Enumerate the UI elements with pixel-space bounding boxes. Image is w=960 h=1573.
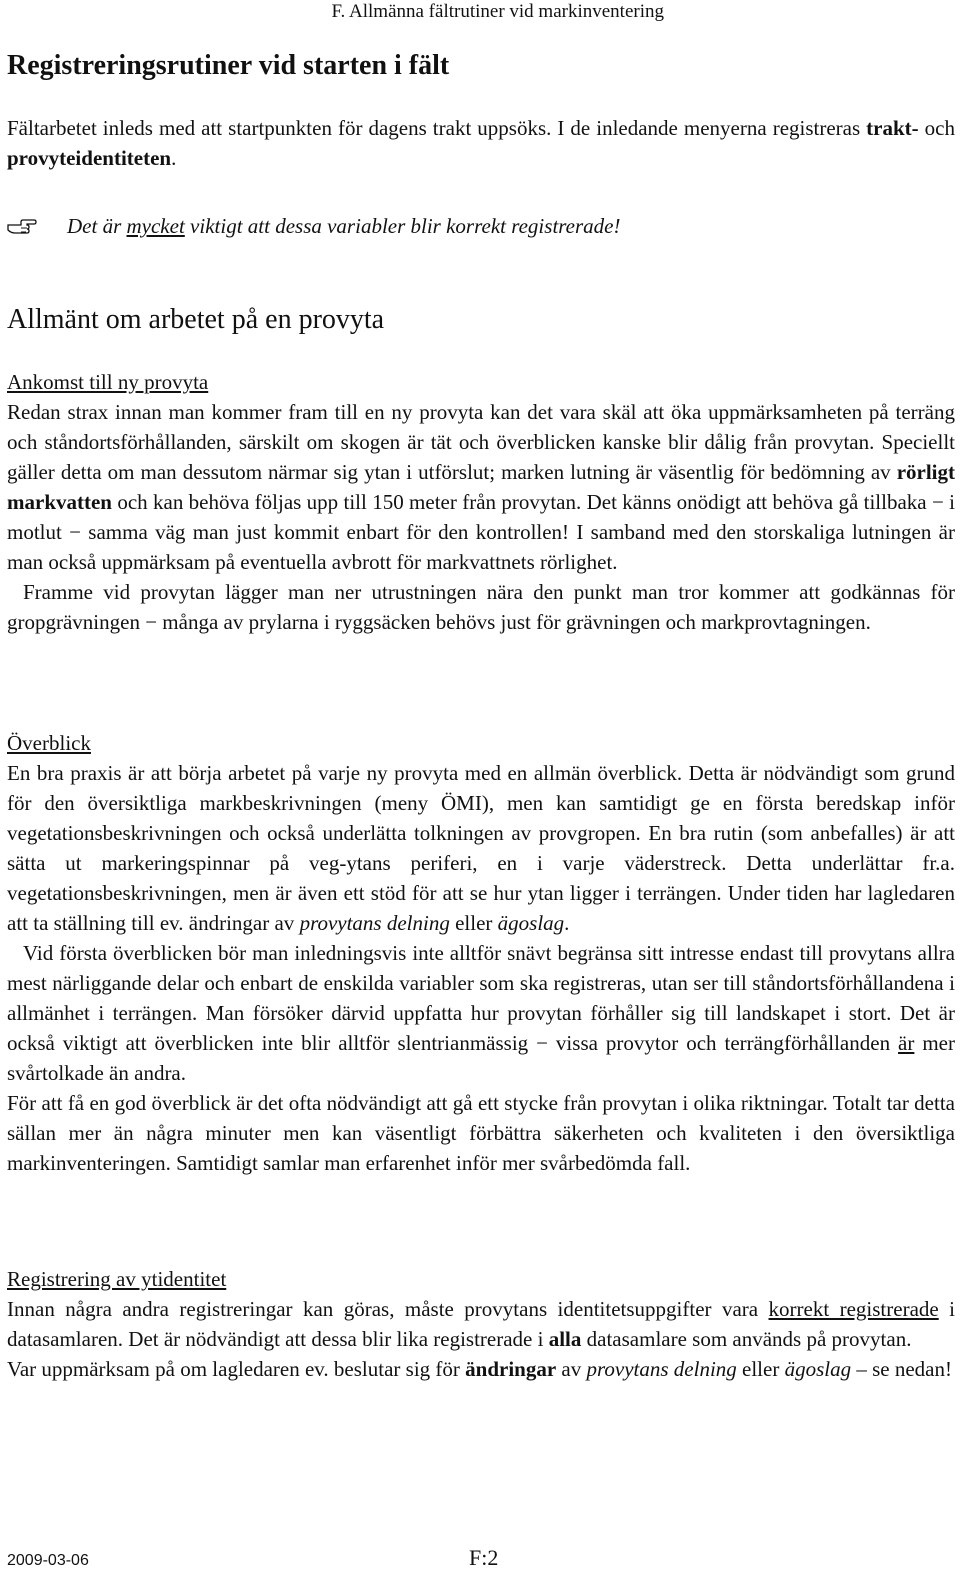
text-run: Det är xyxy=(67,214,127,238)
italic-term: ägoslag xyxy=(784,1357,852,1381)
text-run: Redan strax innan man kommer fram till en ny provyta kan det vara skäl att öka uppmärksamheten på terräng och ståndortsförhållanden, särskilt om skogen är tät och överblicken kanske blir dålig från provytan. Speciellt gäller detta om man dessutom närmar sig ytan i utförslut; marken lutning är väsentlig för bedömning av xyxy=(7,400,955,484)
subsection-overview xyxy=(7,728,955,1178)
subsection-heading-arrival: Ankomst till ny provyta xyxy=(7,370,209,394)
italic-term: provytans delning xyxy=(586,1357,737,1381)
text-run: och kan behöva följas upp till 150 meter från provytan. Det känns onödigt att behöva gå tillbaka − i motlut − samma väg man just kommit enbart för den kontrollen! I samband med den storskaliga lutningen är man också uppmärksam på eventuella avbrott för markvattnets rörlighet. xyxy=(7,490,955,574)
underlined-word: är xyxy=(898,1031,915,1055)
intro-paragraph xyxy=(7,113,955,173)
text-run: En bra praxis är att börja arbetet på varje ny provyta med en allmän överblick. Detta är nödvändigt som grund för den översiktliga markbeskrivningen (meny ÖMI), men kan samtidigt ge en första beredskap inför vegetationsbeskrivningen och också underlätta tolkningen av provgropen. En bra rutin (som anbefalles) är att sätta ut markeringspinnar på veg-ytans periferi, en i varje väderstreck. Detta underlättar fr.a. vegetationsbeskrivningen, men är även ett stöd för att se hur ytan ligger i terrängen. Under tiden har lagledaren att ta ställning till ev. ändringar av xyxy=(7,761,955,935)
note-text xyxy=(67,211,620,241)
overview-paragraph-2 xyxy=(7,938,955,1088)
section-title-registration: Registreringsrutiner vid starten i fält xyxy=(7,50,450,81)
text-run: mer svårtolkade än andra. xyxy=(7,1031,955,1085)
arrival-paragraph-2: Framme vid provytan lägger man ner utrustningen nära den punkt man tror kommer att godkännas för gropgrävningen − många av prylarna i ryggsäcken behövs just för grävningen och markprovtagningen. xyxy=(7,580,955,634)
bold-term: trakt- xyxy=(866,116,919,140)
bold-term: alla xyxy=(548,1327,582,1351)
bold-term: ändringar xyxy=(465,1357,557,1381)
text-run: – se nedan! xyxy=(851,1357,952,1381)
subsection-arrival xyxy=(7,367,955,637)
text-run: av xyxy=(556,1357,587,1381)
intro-paragraph-block xyxy=(7,113,955,173)
subsection-heading-overview: Överblick xyxy=(7,731,91,755)
bold-term: provyteidentiteten xyxy=(7,146,172,170)
text-run: Innan några andra registreringar kan göras, måste provytans identitetsuppgifter vara xyxy=(7,1297,769,1321)
italic-term: ägoslag xyxy=(497,911,565,935)
subsection-identity xyxy=(7,1264,955,1384)
identity-paragraph-2 xyxy=(7,1354,955,1384)
pointing-hand-icon xyxy=(7,217,37,237)
running-header: F. Allmänna fältrutiner vid markinventering xyxy=(331,1,664,22)
identity-paragraph-1 xyxy=(7,1294,955,1354)
footer-page-number: F:2 xyxy=(469,1545,499,1570)
text-run: och xyxy=(918,116,955,140)
text-run: eller xyxy=(449,911,498,935)
text-run: i datasamlaren. Det är nödvändigt att dessa blir lika registrerade i xyxy=(7,1297,955,1351)
text-run: datasamlare som används på provytan. xyxy=(581,1327,912,1351)
arrival-paragraph-1 xyxy=(7,397,955,577)
text-run: Fältarbetet inleds med att startpunkten för dagens trakt uppsöks. I de inledande menyerna registreras xyxy=(7,116,867,140)
subsection-heading-identity: Registrering av ytidentitet xyxy=(7,1267,227,1291)
bold-term: rörligt markvatten xyxy=(7,460,955,514)
emphasis-word: mycket xyxy=(126,214,185,238)
underlined-term: korrekt registrerade xyxy=(768,1297,939,1321)
text-run: Vid första överblicken bör man inledningsvis inte alltför snävt begränsa sitt intresse endast till provytans allra mest närliggande delar och enbart de enskilda variabler som ska registreras, utan ser till ståndortsförhållandena i allmänhet i terrängen. Man försöker därvid uppfatta hur provytan förhåller sig till landskapet i stort. Det är också viktigt att överblicken inte blir alltför slentrianmässig − vissa provytor och terrängförhållanden xyxy=(7,941,955,1055)
text-run: . xyxy=(171,146,177,170)
text-run: viktigt att dessa variabler blir korrekt registrerade! xyxy=(184,214,621,238)
overview-paragraph-1 xyxy=(7,758,955,938)
italic-term: provytans delning xyxy=(299,911,450,935)
section-title-general: Allmänt om arbetet på en provyta xyxy=(7,304,385,335)
text-run: . xyxy=(564,911,570,935)
text-run: eller xyxy=(736,1357,785,1381)
text-run: Var uppmärksam på om lagledaren ev. beslutar sig för xyxy=(7,1357,466,1381)
overview-paragraph-3: För att få en god överblick är det ofta nödvändigt att gå ett stycke från provytan i olika riktningar. Totalt tar detta sällan mer än några minuter men kan väsentligt förbättra säkerheten och kvaliteten i den översiktliga markinventeringen. Samtidigt samlar man erfarenhet inför mer svårbedömda fall. xyxy=(7,1091,955,1175)
footer-date: 2009-03-06 xyxy=(7,1552,89,1569)
